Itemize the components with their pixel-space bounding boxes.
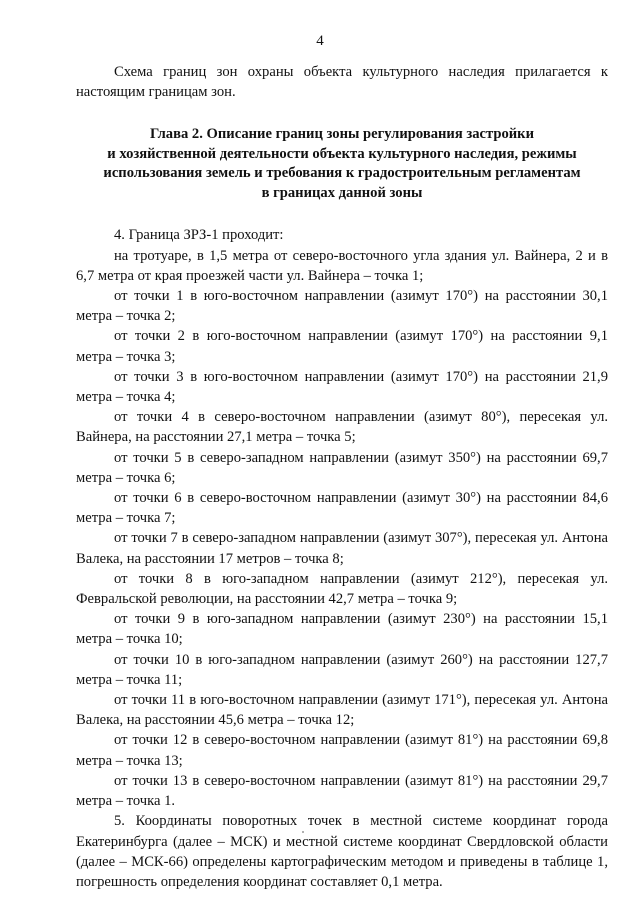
- scan-artifact-dot: [302, 831, 304, 833]
- body-paragraph: от точки 10 в юго-западном направлении (азимут 260°) на расстоянии 127,7 метра – точка 11;: [76, 651, 608, 688]
- heading-line: Глава 2. Описание границ зоны регулирования застройки: [149, 126, 534, 143]
- body-paragraph: от точки 4 в северо-восточном направлении (азимут 80°), пересекая ул. Вайнера, на расстоянии 27,1 метра – точка 5;: [76, 409, 608, 446]
- body-paragraph: от точки 7 в северо-западном направлении (азимут 307°), пересекая ул. Антона Валека, на расстоянии 17 метров – точка 8;: [76, 530, 608, 567]
- body-paragraph: от точки 3 в юго-восточном направлении (азимут 170°) на расстоянии 21,9 метра – точка 4;: [76, 368, 608, 406]
- intro-paragraph: Схема границ зон охраны объекта культурного наследия прилагается к настоящим границам зон.: [76, 64, 608, 101]
- body-paragraph: 5. Координаты поворотных точек в местной системе координат города Екатеринбурга (далее – МСК) и местной системе координат Свердловской области (далее – МСК-66) определены картографическим методом и приведены в таблице 1, погрешность определения координат составляет 0,1 метра.: [76, 813, 608, 890]
- body-paragraph: от точки 6 в северо-восточном направлении (азимут 30°) на расстоянии 84,6 метра – точка 7;: [76, 490, 608, 527]
- chapter-heading: [76, 125, 608, 203]
- body-paragraph: 4. Граница ЗРЗ-1 проходит:: [114, 227, 284, 244]
- document-body: [76, 62, 608, 892]
- body-paragraph: от точки 5 в северо-западном направлении (азимут 350°) на расстоянии 69,7 метра – точка 6;: [76, 449, 608, 486]
- heading-line: в границах данной зоны: [261, 184, 423, 201]
- body-paragraph: от точки 12 в северо-восточном направлении (азимут 81°) на расстоянии 69,8 метра – точка 13;: [76, 732, 608, 769]
- heading-line: использования земель и требования к градостроительным регламентам: [103, 165, 581, 182]
- body-paragraph: от точки 8 в юго-западном направлении (азимут 212°), пересекая ул. Февральской революции, на расстоянии 42,7 метра – точка 9;: [76, 570, 608, 608]
- page-number: 4: [316, 33, 324, 49]
- body-paragraph: от точки 9 в юго-западном направлении (азимут 230°) на расстоянии 15,1 метра – точка 10;: [76, 611, 608, 648]
- body-paragraph: от точки 2 в юго-восточном направлении (азимут 170°) на расстоянии 9,1 метра – точка 3;: [76, 328, 608, 365]
- body-paragraph: на тротуаре, в 1,5 метра от северо-восточного угла здания ул. Вайнера, 2 и в 6,7 метра от края проезжей части ул. Вайнера – точка 1;: [76, 247, 608, 284]
- body-paragraph: от точки 11 в юго-восточном направлении (азимут 171°), пересекая ул. Антона Валека, на расстоянии 45,6 метра – точка 12;: [76, 692, 608, 729]
- heading-line: и хозяйственной деятельности объекта культурного наследия, режимы: [107, 145, 577, 162]
- body-paragraph: от точки 13 в северо-восточном направлении (азимут 81°) на расстоянии 29,7 метра – точка 1.: [76, 772, 608, 810]
- body-paragraph: от точки 1 в юго-восточном направлении (азимут 170°) на расстоянии 30,1 метра – точка 2;: [76, 288, 608, 325]
